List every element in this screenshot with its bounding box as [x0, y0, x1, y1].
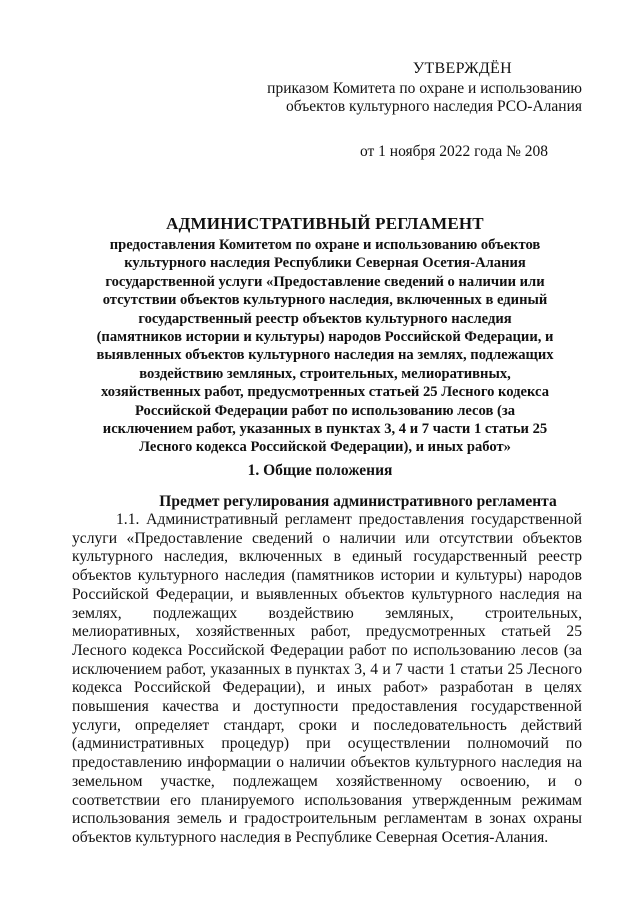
approval-stamp	[267, 60, 582, 161]
approved-label: УТВЕРЖДЁН	[412, 60, 512, 77]
document-title-block	[96, 214, 554, 457]
body-paragraph: 1.1. Административный регламент предоставления государственной услуги «Предоставление сведений о наличии или отсутствии объектов культурного наследия, включенных в единый государственный реестр объектов культурного наследия (памятников истории и культуры) народов Российской Федерации, и выявленных объектов культурного наследия на землях, подлежащих воздействию земляных, строительных, мелиоративных, хозяйственных работ, предусмотренных статьей 25 Лесного кодекса Российской Федерации работ по использованию лесов (за исключением работ, указанных в пунктах 3, 4 и 7 части 1 статьи 25 Лесного кодекса Российской Федерации), и иных работ» разработан в целях повышения качества и доступности предоставления государственной услуги, определяет стандарт, сроки и последовательность действий (административных процедур) при осуществлении полномочий по предоставлению информации о наличии объектов культурного наследия на земельном участке, подлежащем хозяйственному освоению, и о соответствии его планируемого использования утвержденным режимам использования земель и градостроительным регламентам в зонах охраны объектов культурного наследия в Республике Северная Осетия-Алания.	[72, 511, 582, 846]
document-subtitle: предоставления Комитетом по охране и использованию объектов культурного наследия Республики Северная Осетия-Алания государственной услуги «Предоставление сведений о наличии или отсутствии объектов культурного наследия, включенных в единый государственный реестр объектов культурного наследия (памятников истории и культуры) народов Российской Федерации, и выявленных объектов культурного наследия на землях, подлежащих воздействию земляных, строительных, мелиоративных, хозяйственных работ, предусмотренных статьей 25 Лесного кодекса Российской Федерации работ по использованию лесов (за исключением работ, указанных в пунктах 3, 4 и 7 части 1 статьи 25 Лесного кодекса Российской Федерации), и иных работ»	[96, 237, 554, 456]
subsection-heading: Предмет регулирования административного регламента	[159, 493, 557, 510]
approval-authority-line-2: объектов культурного наследия РСО-Алания	[286, 98, 582, 115]
order-date-number: от 1 ноября 2022 года № 208	[359, 143, 548, 160]
approval-authority-line-1: приказом Комитета по охране и использованию	[267, 80, 582, 97]
document-title: АДМИНИСТРАТИВНЫЙ РЕГЛАМЕНТ	[166, 214, 484, 233]
section-heading: 1. Общие положения	[247, 462, 393, 479]
